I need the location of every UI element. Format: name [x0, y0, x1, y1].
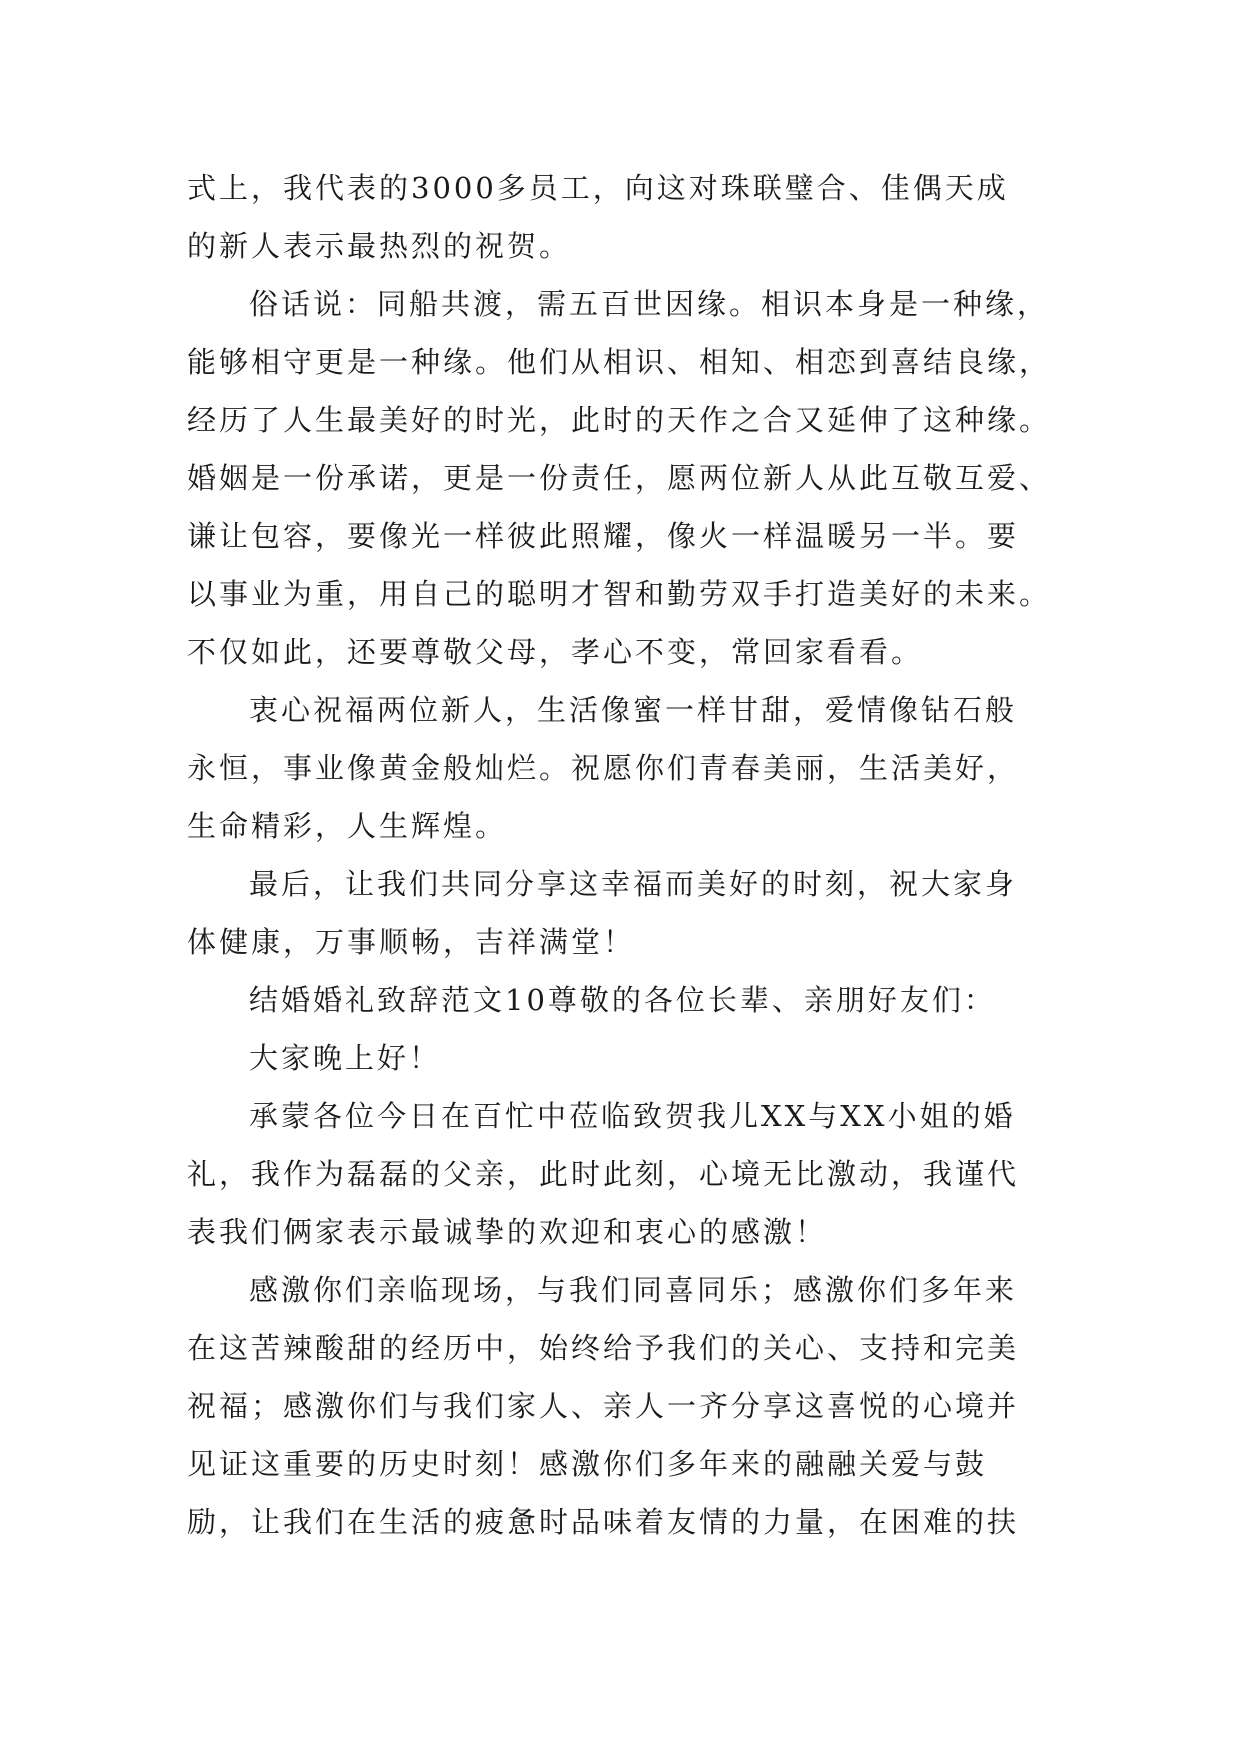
text-line: 祝福；感激你们与我们家人、亲人一齐分享这喜悦的心境并 [187, 1389, 1020, 1423]
paragraph-start-line: 衷心祝福两位新人，生活像蜜一样甘甜，爱情像钻石般 [249, 693, 1018, 727]
text-line: 生命精彩，人生辉煌。 [187, 809, 508, 843]
text-line: 的新人表示最热烈的祝贺。 [187, 229, 572, 263]
paragraph-start-line: 最后，让我们共同分享这幸福而美好的时刻，祝大家身 [249, 867, 1018, 901]
text-line: 在这苦辣酸甜的经历中，始终给予我们的关心、支持和完美 [187, 1331, 1020, 1365]
document-body [187, 159, 1057, 1551]
text-line: 永恒，事业像黄金般灿烂。祝愿你们青春美丽，生活美好， [187, 751, 1020, 785]
paragraph-start-line: 承蒙各位今日在百忙中莅临致贺我儿XX与XX小姐的婚 [249, 1099, 1016, 1133]
text-line: 不仅如此，还要尊敬父母，孝心不变，常回家看看。 [187, 635, 924, 669]
text-line: 表我们俩家表示最诚挚的欢迎和衷心的感激！ [187, 1215, 828, 1249]
text-line: 经历了人生最美好的时光，此时的天作之合又延伸了这种缘。 [187, 403, 1052, 437]
text-line: 式上，我代表的3000多员工，向这对珠联璧合、佳偶天成 [187, 171, 1009, 205]
text-line: 礼，我作为磊磊的父亲，此时此刻，心境无比激动，我谨代 [187, 1157, 1020, 1191]
greeting-line: 大家晚上好！ [249, 1041, 442, 1075]
text-line: 谦让包容，要像光一样彼此照耀，像火一样温暖另一半。要 [187, 519, 1020, 553]
text-line: 以事业为重，用自己的聪明才智和勤劳双手打造美好的未来。 [187, 577, 1052, 611]
text-line: 励，让我们在生活的疲惫时品味着友情的力量，在困难的扶 [187, 1505, 1020, 1539]
paragraph-start-line: 感激你们亲临现场，与我们同喜同乐；感激你们多年来 [249, 1273, 1018, 1307]
text-line: 体健康，万事顺畅，吉祥满堂！ [187, 925, 636, 959]
section-heading-line: 结婚婚礼致辞范文10尊敬的各位长辈、亲朋好友们： [249, 983, 996, 1017]
text-line: 能够相守更是一种缘。他们从相识、相知、相恋到喜结良缘， [187, 345, 1052, 379]
text-line: 见证这重要的历史时刻！感激你们多年来的融融关爱与鼓 [187, 1447, 988, 1481]
text-line: 婚姻是一份承诺，更是一份责任，愿两位新人从此互敬互爱、 [187, 461, 1052, 495]
paragraph-start-line: 俗话说：同船共渡，需五百世因缘。相识本身是一种缘， [249, 287, 1050, 321]
